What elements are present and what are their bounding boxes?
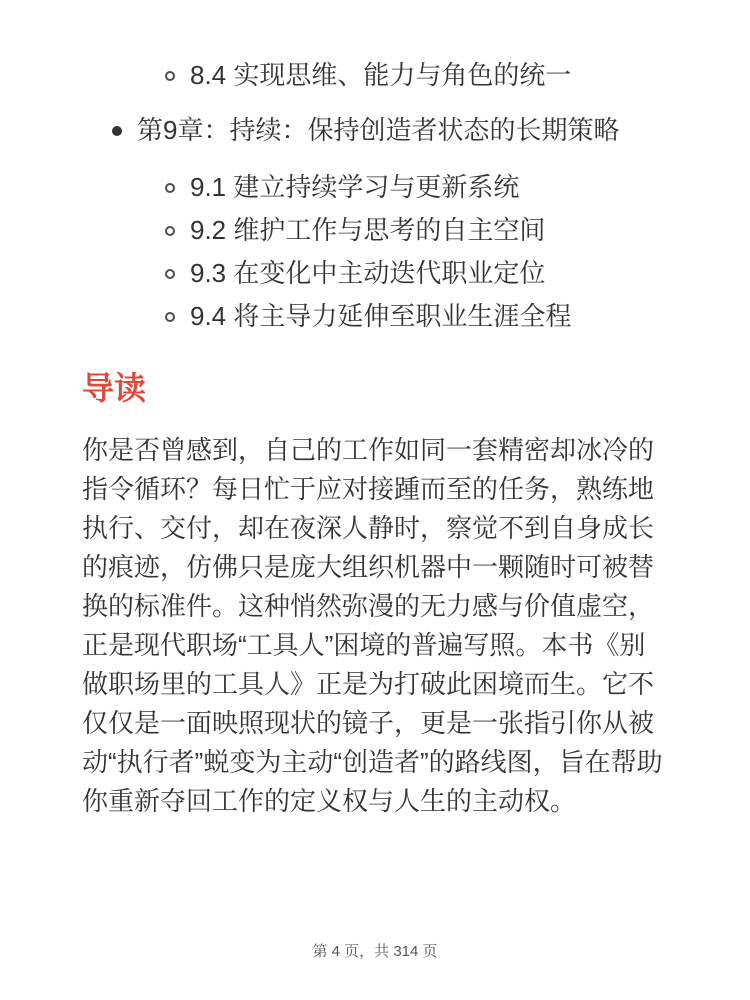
hollow-circle-bullet-icon — [165, 226, 175, 236]
toc-item — [82, 254, 668, 293]
toc-item — [82, 168, 668, 207]
toc-item-label: 第9章：持续：保持创造者状态的长期策略 — [137, 115, 620, 145]
toc-item-label: 9.3 在变化中主动迭代职业定位 — [190, 258, 546, 288]
hollow-circle-bullet-icon — [165, 269, 175, 279]
page-indicator: 第 4 页，共 314 页 — [312, 943, 438, 960]
toc-item — [82, 211, 668, 250]
hollow-circle-bullet-icon — [165, 183, 175, 193]
intro-paragraph: 你是否曾感到，自己的工作如同一套精密却冰冷的指令循环？每日忙于应对接踵而至的任务，熟练地执行、交付，却在夜深人静时，察觉不到自身成长的痕迹，仿佛只是庞大组织机器中一颗随时可被替换的标准件。这种悄然弥漫的无力感与价值虚空，正是现代职场“工具人”困境的普遍写照。本书《别做职场里的工具人》正是为打破此困境而生。它不仅仅是一面映照现状的镜子，更是一张指引你从被动“执行者”蜕变为主动“创造者”的路线图，旨在帮助你重新夺回工作的定义权与人生的主动权。 — [82, 435, 663, 816]
toc-item — [82, 297, 668, 336]
hollow-circle-bullet-icon — [165, 71, 175, 81]
toc-item-label: 9.2 维护工作与思考的自主空间 — [190, 215, 546, 245]
hollow-circle-bullet-icon — [165, 312, 175, 322]
toc-item — [82, 56, 668, 95]
toc-item — [82, 111, 668, 150]
toc-item-label: 9.1 建立持续学习与更新系统 — [190, 172, 520, 202]
disc-bullet-icon — [112, 126, 122, 136]
section-heading: 导读 — [82, 370, 147, 406]
toc-item-label: 9.4 将主导力延伸至职业生涯全程 — [190, 301, 572, 331]
toc-item-label: 8.4 实现思维、能力与角色的统一 — [190, 60, 572, 90]
